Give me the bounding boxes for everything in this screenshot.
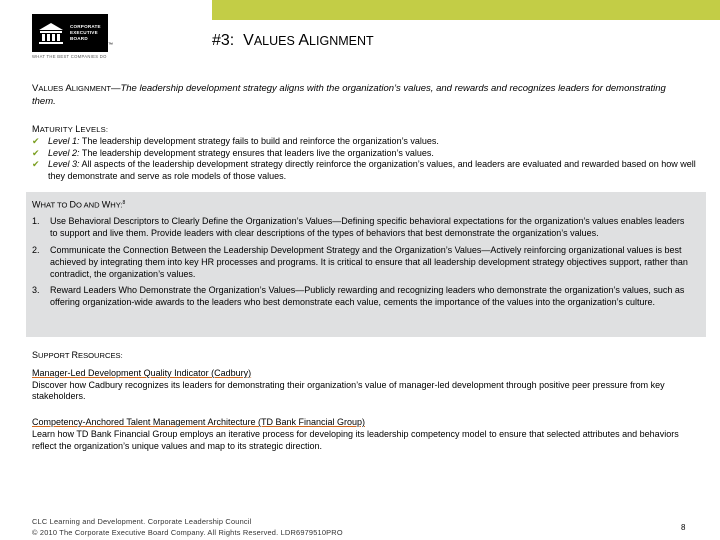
resource-description: Learn how TD Bank Financial Group employs an iterative process for developing its leadership competency model to ensure that selected attributes and behaviors reflect the organization’s unique values and map to its strategic direction. <box>32 428 679 451</box>
intro-label: VALUES ALIGNMENT— <box>32 83 121 94</box>
resource-item-1 <box>32 368 697 403</box>
maturity-levels <box>32 124 697 183</box>
why-item-3 <box>32 285 694 309</box>
level-name: Level 2: <box>48 147 80 158</box>
top-accent-bar <box>212 0 720 20</box>
resource-item-2 <box>32 417 697 452</box>
why-item-1 <box>32 216 694 240</box>
level-name: Level 3: <box>48 159 80 170</box>
maturity-level-1 <box>32 136 697 148</box>
level-name: Level 1: <box>48 135 80 146</box>
item-number: 1. <box>32 216 40 227</box>
intro-definition <box>32 82 692 108</box>
maturity-heading: MATURITY LEVELS: <box>32 124 109 134</box>
resource-link-td-bank[interactable]: Competency-Anchored Talent Management Architecture (TD Bank Financial Group) <box>32 417 365 428</box>
level-text: The leadership development strategy fails to build and reinforce the organization’s values. <box>81 135 439 146</box>
resource-link-cadbury[interactable]: Manager-Led Development Quality Indicator (Cadbury) <box>32 367 252 378</box>
resources-heading: SUPPORT RESOURCES: <box>32 350 123 360</box>
level-text: The leadership development strategy ensures that leaders live the organization’s values. <box>81 147 434 158</box>
page-number: 8 <box>681 523 686 532</box>
resource-description: Discover how Cadbury recognizes its leaders for demonstrating their organization’s value of manager-led development through positive peer pressure from key stakeholders. <box>32 379 665 402</box>
logo-line-2: EXECUTIVE <box>70 30 98 35</box>
checkmark-icon: ✔ <box>32 147 40 158</box>
item-number: 2. <box>32 244 40 255</box>
what-to-do-panel <box>26 192 706 337</box>
maturity-level-3 <box>32 159 697 183</box>
checkmark-icon: ✔ <box>32 159 40 170</box>
item-text: Communicate the Connection Between the Leadership Development Strategy and the Organization’s Values—Actively reinforcing organizational values is best achieved by integrating them into key HR processes and programs. It is critical to ensure that all leadership development strategy objectives support, rather than contradict, the organization’s values. <box>50 244 688 279</box>
trademark: ™ <box>108 42 113 48</box>
intro-text: The leadership development strategy aligns with the organization’s values, and rewards and recognizes leaders for demonstrating them. <box>32 83 666 107</box>
company-logo <box>32 14 108 52</box>
logo-tagline: WHAT THE BEST COMPANIES DO <box>32 54 107 59</box>
building-icon <box>36 18 66 48</box>
maturity-level-2 <box>32 148 697 160</box>
footer-copyright: © 2010 The Corporate Executive Board Company. All Rights Reserved. LDR6979510PRO <box>32 527 343 537</box>
why-item-2 <box>32 245 694 280</box>
checkmark-icon: ✔ <box>32 135 40 146</box>
level-text: All aspects of the leadership development strategy directly reinforce the organization’s values, and leaders are evaluated and rewarded based on how well they demonstrate and serve as role models of those values. <box>48 159 696 182</box>
item-text: Use Behavioral Descriptors to Clearly Define the Organization’s Values—Defining specific behavioral expectations for the organization’s values enables leaders to support and live them. Provide leaders with clear descriptions of the types of behaviors that best demonstrate the organization’s values. <box>50 216 685 239</box>
logo-line-1: CORPORATE <box>70 24 101 29</box>
logo-line-3: BOARD <box>70 36 88 41</box>
footer <box>32 517 343 538</box>
support-resources <box>32 350 697 467</box>
page-title: #3: VALUES ALIGNMENT <box>212 32 374 49</box>
logo-wordmark <box>70 24 101 42</box>
footer-line-1: CLC Learning and Development. Corporate Leadership Council <box>32 517 252 526</box>
what-to-do-heading: WHAT TO DO AND WHY:$^8$ <box>32 199 126 210</box>
item-text: Reward Leaders Who Demonstrate the Organization’s Values—Publicly rewarding and recognizing leaders who demonstrate the organization’s values, such as offering organization-wide awards to the leaders who best demonstrate each value, cements the importance of the values into the organization’s culture. <box>50 285 685 308</box>
item-number: 3. <box>32 285 40 296</box>
